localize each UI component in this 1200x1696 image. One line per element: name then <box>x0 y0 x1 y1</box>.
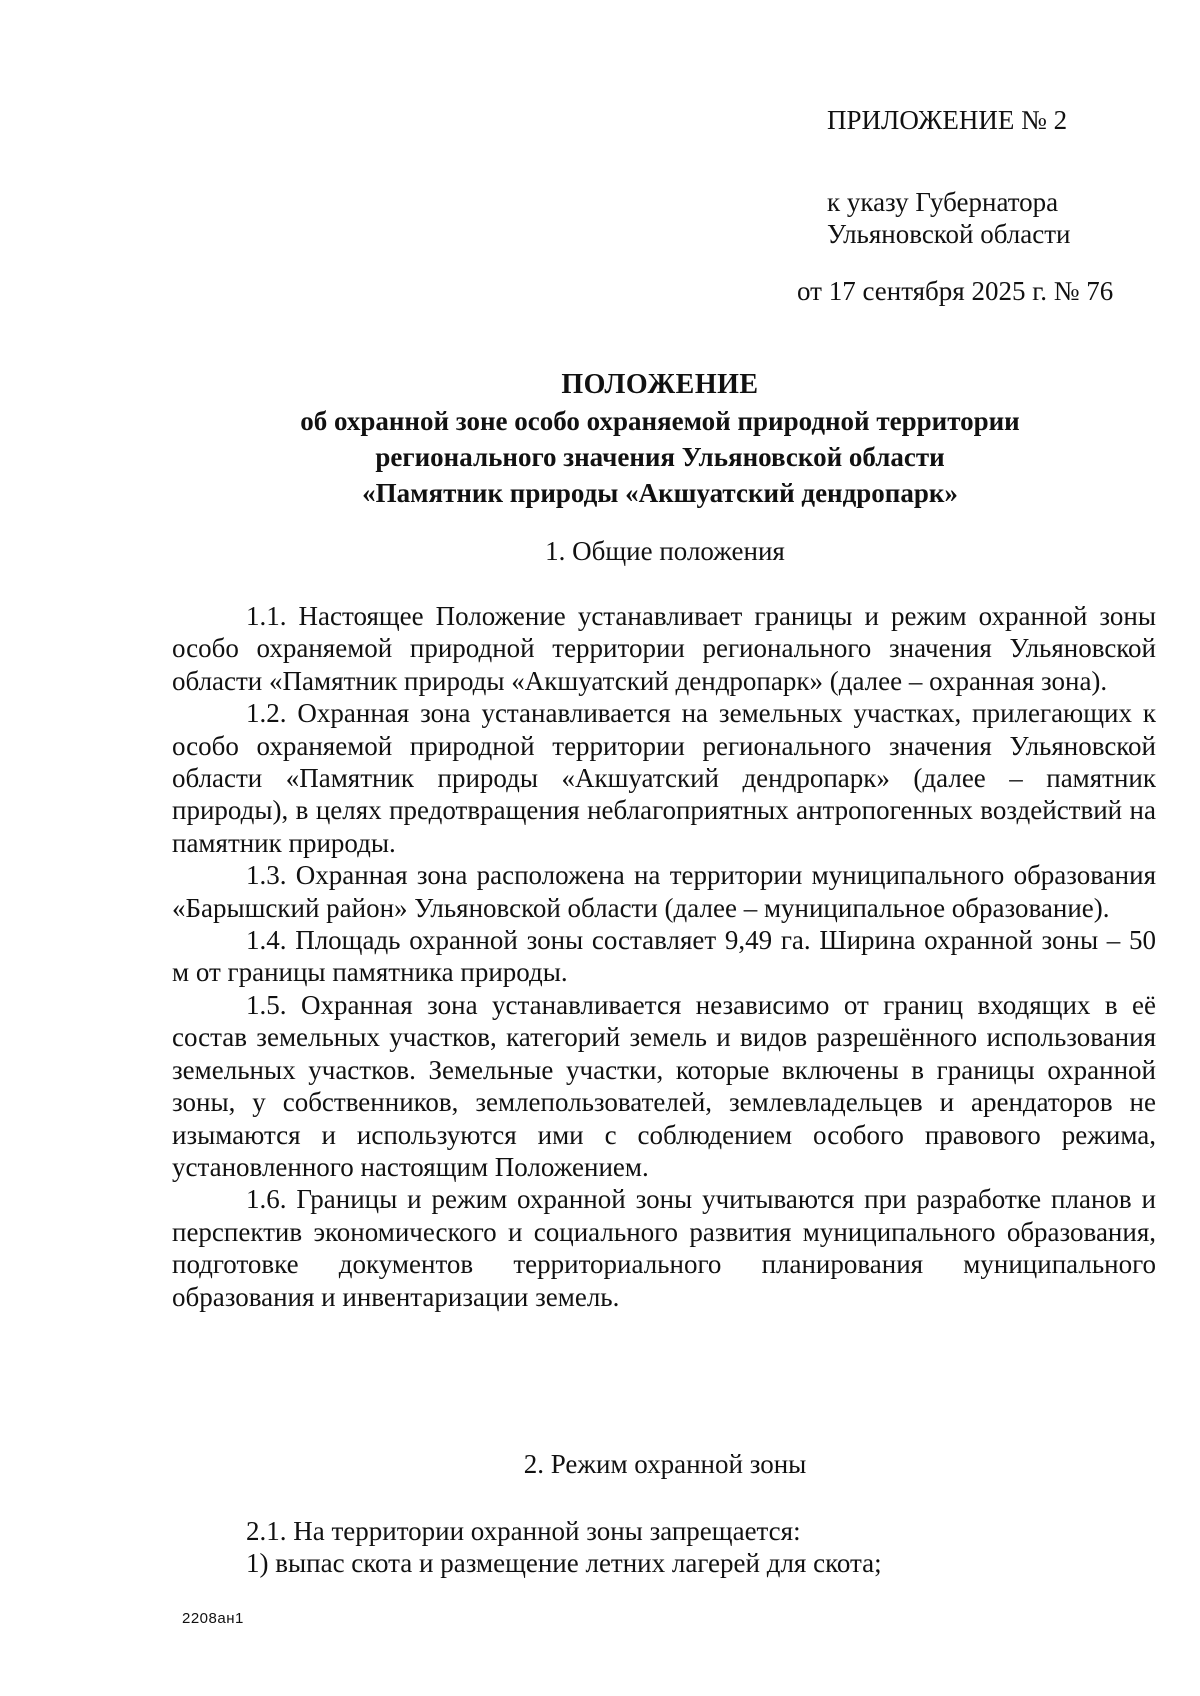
decree-date: от 17 сентября 2025 г. № 76 <box>797 276 1114 306</box>
decree-line-1: к указу Губернатора <box>827 187 1059 217</box>
decree-line-2: Ульяновской области <box>827 219 1071 249</box>
section-2-body <box>172 1515 1156 1579</box>
section-heading-1: 1. Общие положения <box>545 536 785 566</box>
paragraph-1-1: 1.1. Настоящее Положение устанавливает границы и режим охранной зоны особо охраняемой природной территории регионального значения Ульяновской области «Памятник природы «Акшуатский дендропарк» (далее – охранная зона). <box>172 601 1156 696</box>
section-1-body <box>172 600 1156 1313</box>
appendix-header <box>827 104 1071 250</box>
decree-date-block <box>797 275 1113 307</box>
paragraph-1-2: 1.2. Охранная зона устанавливается на земельных участках, прилегающих к особо охраняемой природной территории регионального значения Ульяновской области «Памятник природы «Акшуатский дендропарк» (далее – памятник природы), в целях предотвращения неблагоприятных антропогенных воздействий на памятник природы. <box>172 698 1156 858</box>
title-main: ПОЛОЖЕНИЕ <box>561 369 759 400</box>
appendix-title: ПРИЛОЖЕНИЕ № 2 <box>827 105 1068 135</box>
list-item-1: 1) выпас скота и размещение летних лагерей для скота; <box>246 1548 882 1578</box>
title-line-4: «Памятник природы «Акшуатский дендропарк» <box>362 478 958 508</box>
paragraph-1-3: 1.3. Охранная зона расположена на территории муниципального образования «Барышский район» Ульяновской области (далее – муниципальное образование). <box>172 860 1156 923</box>
title-line-3: регионального значения Ульяновской области <box>375 442 945 472</box>
paragraph-1-5: 1.5. Охранная зона устанавливается независимо от границ входящих в её состав земельных участков, категорий земель и видов разрешённого использования земельных участков. Земельные участки, которые включены в границы охранной зоны, у собственников, землепользователей, землевладельцев и арендаторов не изымаются и используются ими с соблюдением особого правового режима, установленного настоящим Положением. <box>172 989 1156 1182</box>
section-heading-2: 2. Режим охранной зоны <box>523 1449 807 1479</box>
paragraph-1-6: 1.6. Границы и режим охранной зоны учитываются при разработке планов и перспектив экономического и социального развития муниципального образования, подготовке документов территориального планирования муниципального образования и инвентаризации земель. <box>172 1184 1156 1312</box>
paragraph-1-4: 1.4. Площадь охранной зоны составляет 9,49 га. Ширина охранной зоны – 50 м от границы памятника природы. <box>172 925 1156 988</box>
title-line-2: об охранной зоне особо охраняемой природной территории <box>300 406 1020 436</box>
document-title <box>0 367 1200 511</box>
document-code: 2208ан1 <box>182 1610 244 1627</box>
paragraph-2-1: 2.1. На территории охранной зоны запрещается: <box>246 1516 801 1546</box>
